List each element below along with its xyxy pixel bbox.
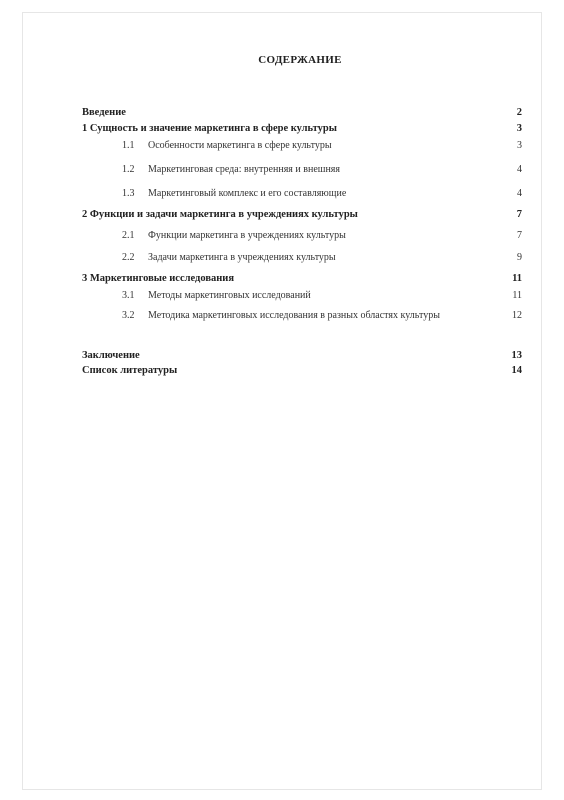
page-border-right bbox=[541, 12, 542, 790]
toc-entry-page: 4 bbox=[517, 188, 522, 199]
toc-entry-section-3-2 bbox=[82, 309, 522, 349]
toc-entry-number: 2.1 bbox=[122, 230, 135, 241]
toc-entry-label: 2 Функции и задачи маркетинга в учреждениях культуры bbox=[82, 209, 358, 220]
toc-entry-page: 12 bbox=[512, 310, 522, 321]
toc-title: СОДЕРЖАНИЕ bbox=[258, 54, 342, 66]
toc-entry-number: 1.1 bbox=[122, 140, 135, 151]
toc-entry-page: 7 bbox=[517, 230, 522, 241]
toc-entry-label: 3 Маркетинговые исследования bbox=[82, 273, 235, 284]
toc-entry-label: Функции маркетинга в учреждениях культуры bbox=[148, 230, 346, 241]
toc-entry-number: 1.2 bbox=[122, 164, 135, 175]
toc-entry-number: 3.1 bbox=[122, 290, 135, 301]
toc-entry-label: Маркетинговый комплекс и его составляющие bbox=[148, 188, 347, 199]
toc-entry-page: 14 bbox=[511, 365, 522, 376]
toc-entry-page: 4 bbox=[517, 164, 522, 175]
toc-entry-label: Методика маркетинговых исследования в разных областях культуры bbox=[148, 310, 440, 321]
toc-entry-page: 11 bbox=[512, 273, 522, 284]
toc-entry-label: Маркетинговая среда: внутренняя и внешняя bbox=[148, 164, 341, 175]
toc-entry-label: Задачи маркетинга в учреждениях культуры bbox=[148, 252, 336, 263]
toc-entry-page: 7 bbox=[516, 209, 522, 220]
page-border-top bbox=[22, 12, 542, 13]
toc-entry-page: 3 bbox=[516, 123, 522, 134]
toc-entry-page: 2 bbox=[516, 107, 522, 118]
toc-entry-label: 1 Сущность и значение маркетинга в сфере культуры bbox=[82, 123, 337, 134]
toc-entry-number: 2.2 bbox=[122, 252, 135, 263]
page-border-left bbox=[22, 12, 23, 790]
toc-entry-number: 3.2 bbox=[122, 310, 135, 321]
toc-entry-label: Список литературы bbox=[82, 365, 178, 376]
toc-entry-page: 3 bbox=[517, 140, 522, 151]
toc-entry-label: Методы маркетинговых исследований bbox=[148, 290, 311, 301]
toc-entry-label: Особенности маркетинга в сфере культуры bbox=[148, 140, 332, 151]
toc-entry-label: Заключение bbox=[82, 350, 140, 361]
toc-entry-label: Введение bbox=[82, 107, 126, 118]
toc-entry-page: 9 bbox=[517, 252, 522, 263]
toc-entry-number: 1.3 bbox=[122, 188, 135, 199]
toc-entry-page: 11 bbox=[512, 290, 522, 301]
page-border-bottom bbox=[22, 789, 542, 790]
toc-entry-page: 13 bbox=[511, 350, 522, 361]
